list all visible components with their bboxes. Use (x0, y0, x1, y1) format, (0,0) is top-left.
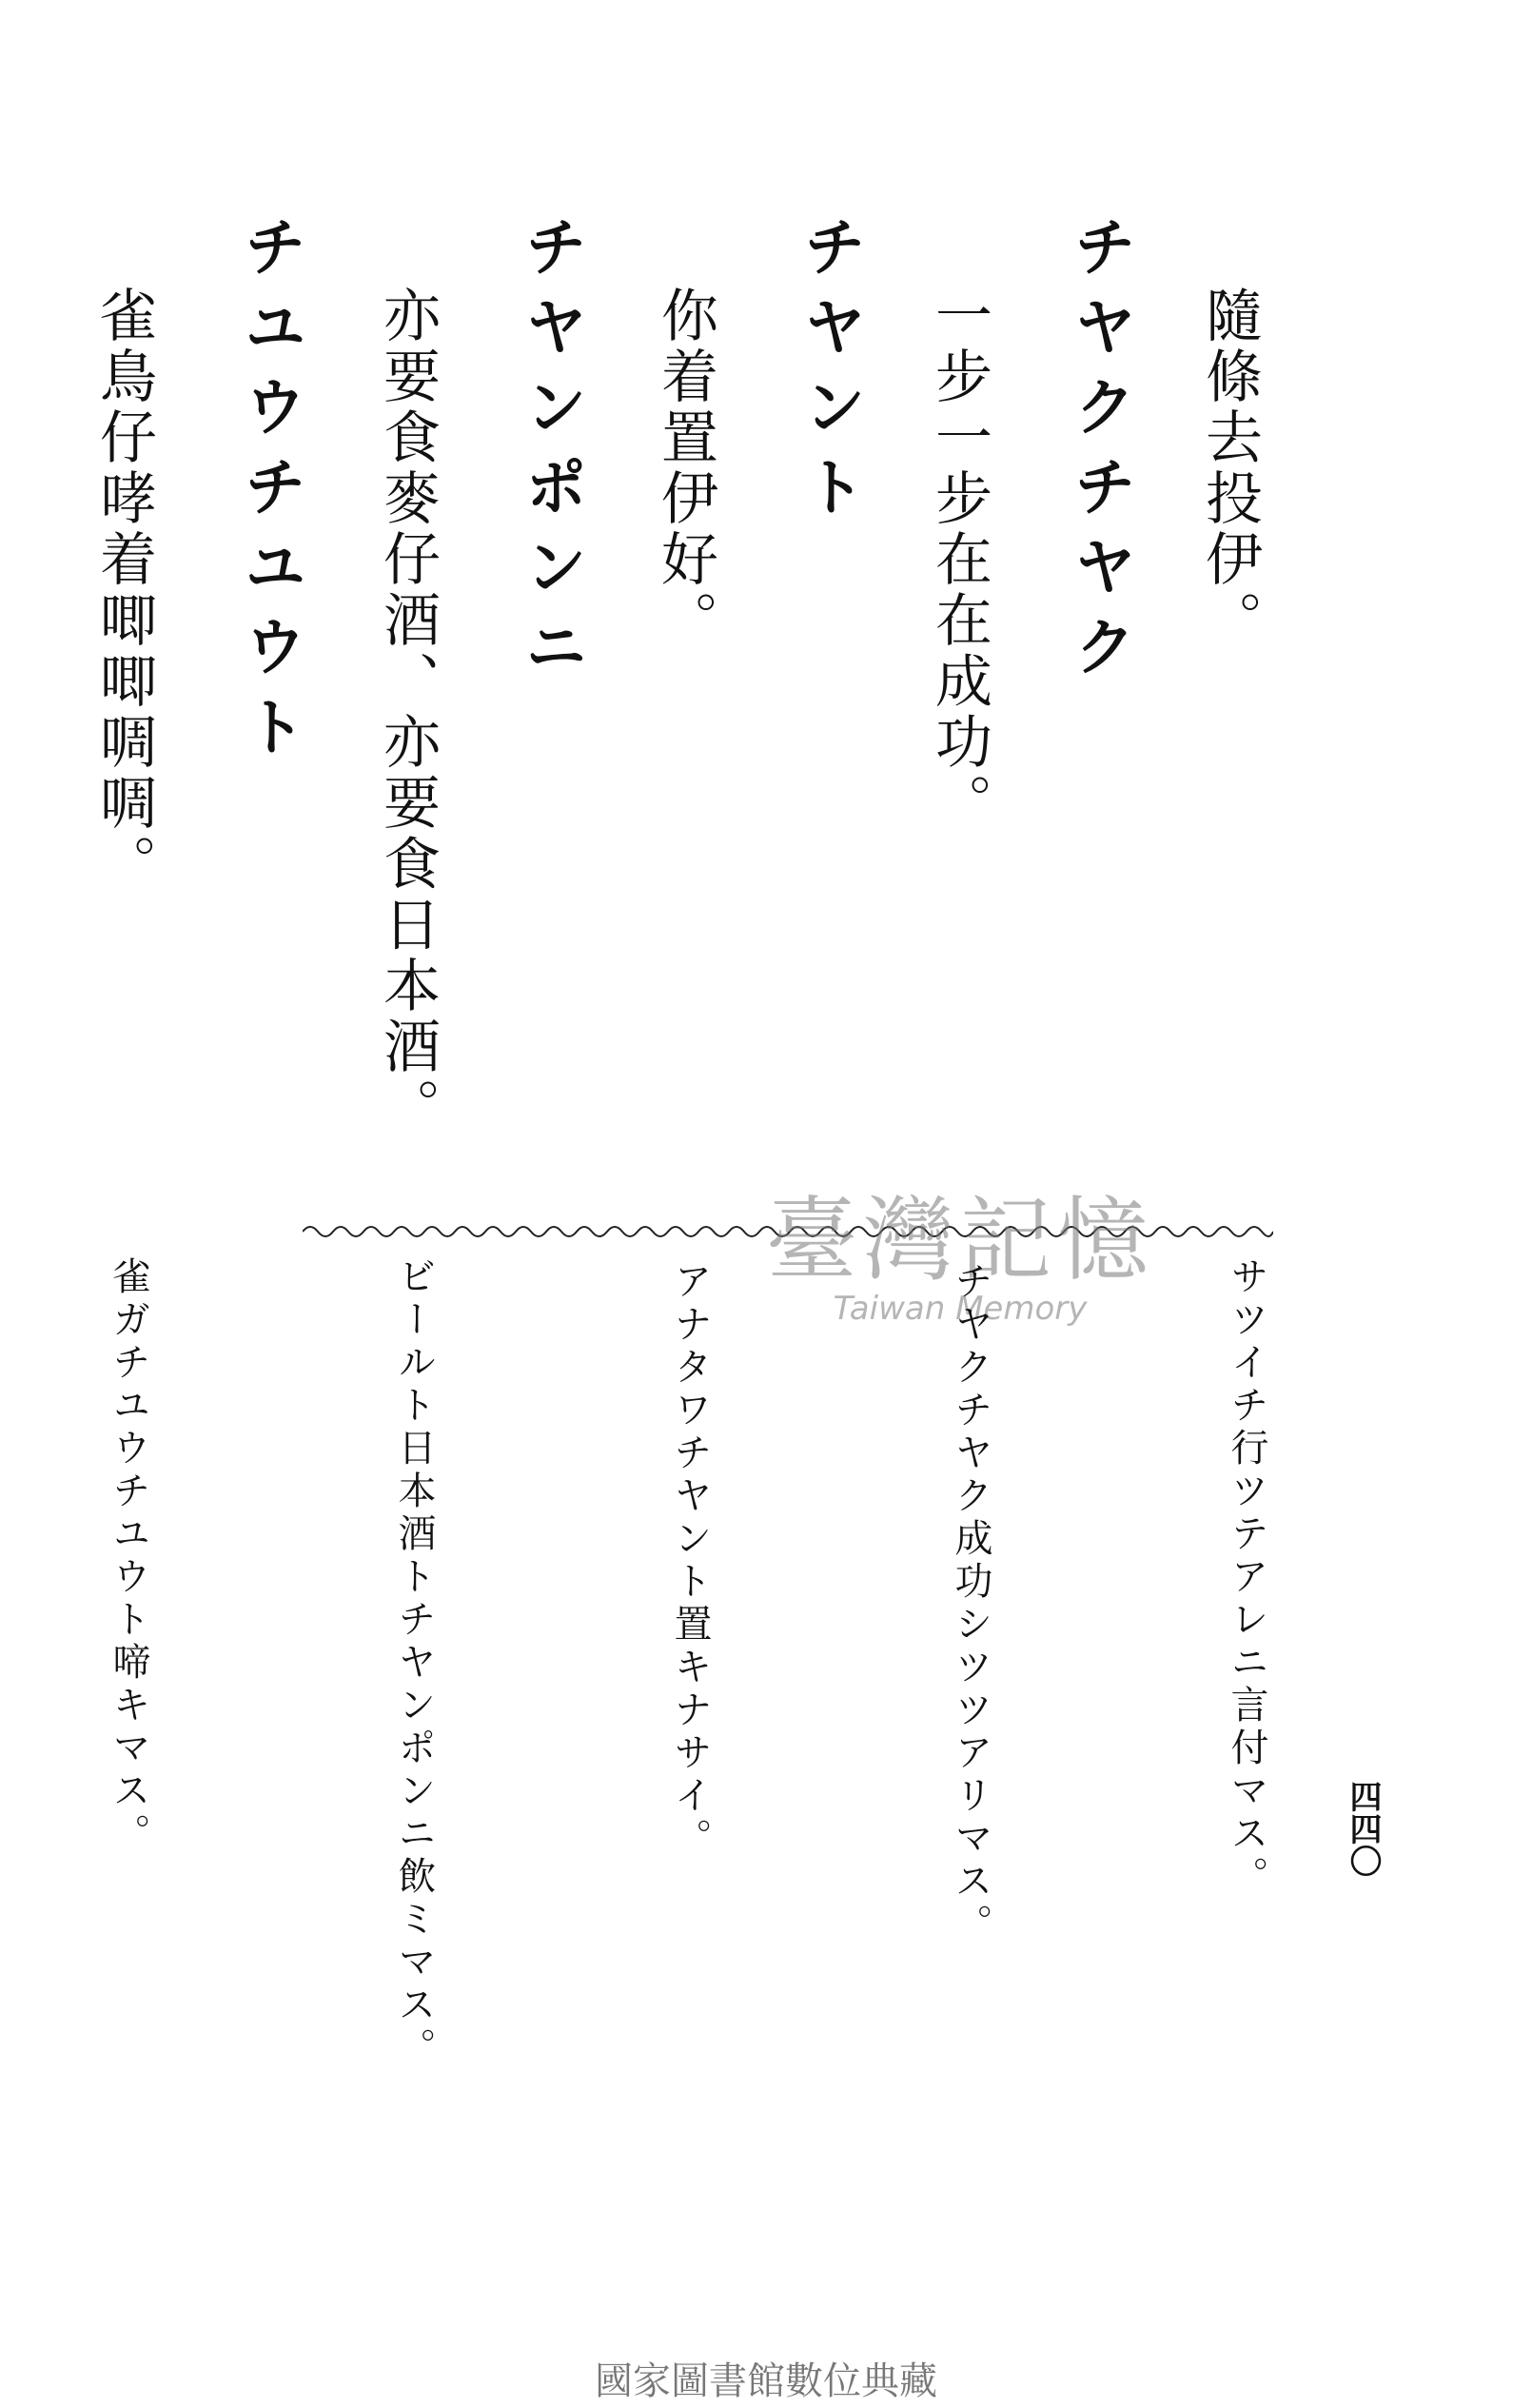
translation-3: アナタワチヤント置キナサイ。 (668, 1261, 712, 1861)
entry-text-4: 亦要食麥仔酒、亦要食日本酒。 (374, 286, 441, 1138)
entry-text-2: 一步一步在在成功。 (926, 286, 992, 834)
entry-text-3: 你着置伊好。 (652, 286, 718, 651)
footer-credit: 國家圖書館數位典藏 (595, 2359, 937, 2403)
entry-text-1: 隨條去投伊。 (1196, 286, 1263, 651)
entry-heading-2: チヤクチヤク (1063, 214, 1136, 694)
entry-heading-3: チヤント (793, 214, 866, 534)
page-number: 四四〇 (1344, 1780, 1382, 1877)
entry-text-5: 雀鳥仔哮着唧唧啁啁。 (90, 286, 157, 895)
watermark-chinese: 臺灣記憶 (766, 1187, 1154, 1293)
translation-4: ビールト日本酒トチヤンポンニ飲ミマス。 (392, 1256, 436, 2070)
translation-5: 雀ガチユウチユウト啼キマス。 (107, 1256, 150, 1856)
translation-1: サツイチ行ツテアレニ言付マス。 (1225, 1256, 1268, 1899)
entry-heading-4: チヤンポンニ (514, 214, 587, 694)
watermark-english: Taiwan Memory (833, 1290, 1088, 1328)
entry-heading-5: チユウチユウト (233, 214, 306, 774)
translation-2: チヤクチヤク成功シツツアリマス。 (949, 1261, 992, 1946)
